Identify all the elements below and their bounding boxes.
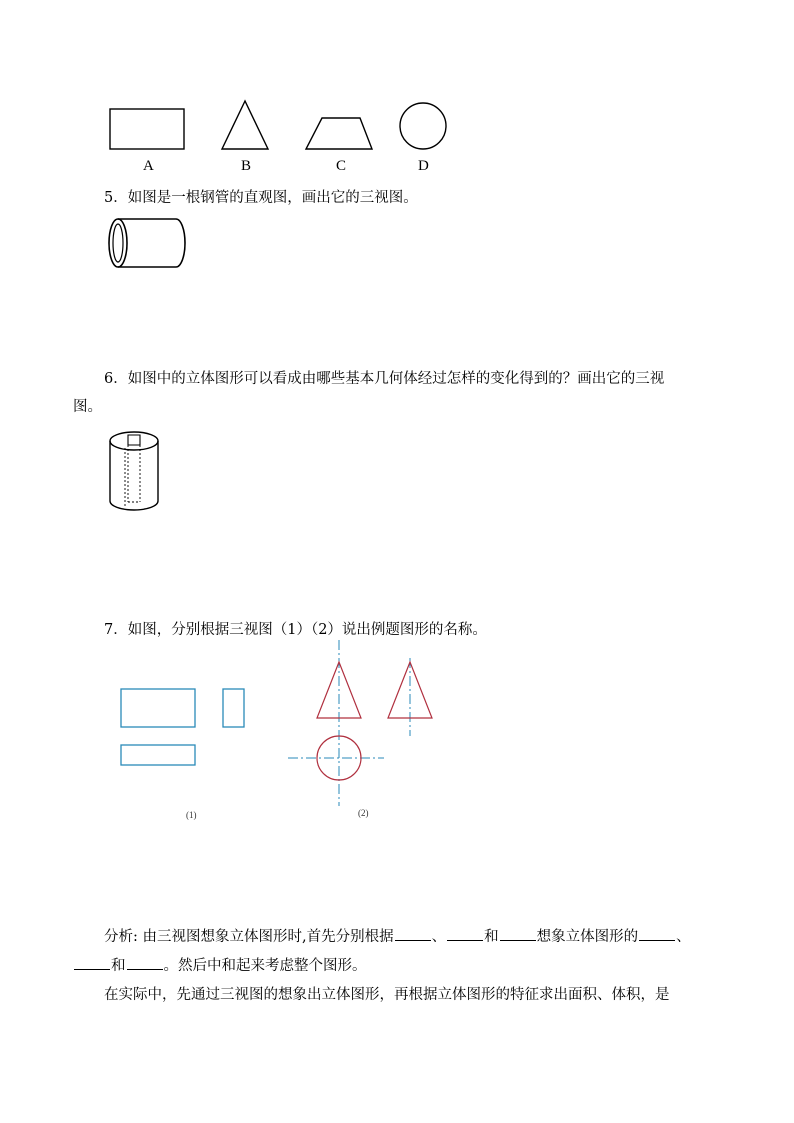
answer-blank-6: [127, 955, 163, 970]
analysis-text-3: 。然后中和起来考虑整个图形。: [163, 958, 367, 974]
answer-blank-3: [500, 926, 536, 941]
steel-pipe-figure: [104, 214, 194, 270]
question-5: 5．如图是一根钢管的直观图，画出它的三视图。: [104, 190, 418, 206]
label-b: B: [241, 158, 252, 174]
answer-blank-2: [447, 926, 483, 941]
analysis-line-1: [104, 926, 691, 948]
question-6-line-2: 图。: [73, 399, 102, 415]
trapezoid-shape: [306, 118, 372, 149]
and-1: 和: [484, 929, 499, 945]
label-c: C: [336, 158, 347, 174]
rectangle-shape: [110, 109, 184, 149]
label-a: A: [143, 158, 154, 174]
answer-blank-1: [395, 926, 431, 941]
question-6-line-1: 6．如图中的立体图形可以看成由哪些基本几何体经过怎样的变化得到的？画出它的三视: [104, 371, 665, 387]
analysis-text-1: 分析: 由三视图想象立体图形时,首先分别根据: [104, 929, 394, 945]
analysis-text-2: 想象立体图形的: [536, 929, 639, 945]
figure-1-label: (1): [186, 810, 197, 820]
cylinder-with-hole-figure: [104, 428, 174, 514]
label-d: D: [418, 158, 429, 174]
answer-blank-4: [639, 926, 675, 941]
figure-2-label: (2): [358, 808, 369, 818]
front-view-rect: [121, 689, 195, 727]
separator-2: 、: [676, 929, 691, 945]
and-2: 和: [111, 958, 126, 974]
triangle-shape: [222, 101, 268, 149]
closing-paragraph: 在实际中，先通过三视图的想象出立体图形，再根据立体图形的特征求出面积、体积，是: [104, 987, 670, 1003]
three-views-1: [104, 680, 264, 780]
analysis-line-2: [73, 955, 367, 977]
question-7: 7．如图，分别根据三视图（1）（2）说出例题图形的名称。: [104, 622, 487, 638]
shapes-figure: [100, 96, 460, 156]
circle-shape: [400, 103, 446, 149]
side-view-rect: [223, 689, 244, 727]
top-view-rect: [121, 745, 195, 765]
answer-blank-5: [74, 955, 110, 970]
three-views-2: [280, 638, 450, 808]
separator-1: 、: [431, 929, 447, 945]
